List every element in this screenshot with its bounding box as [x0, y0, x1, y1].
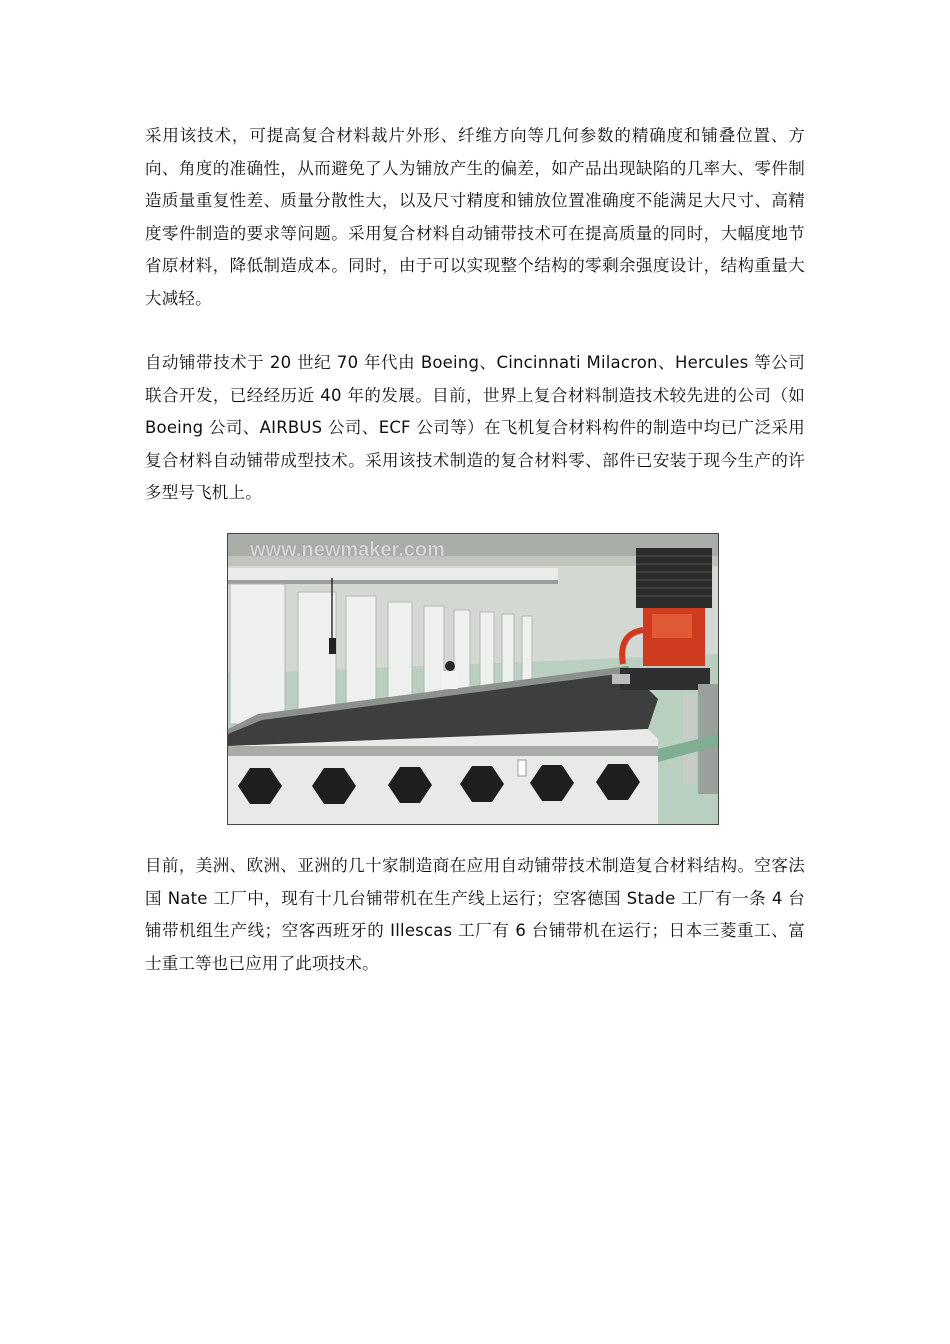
paragraph-history: 自动铺带技术于 20 世纪 70 年代由 Boeing、Cincinnati Milacron、Hercules 等公司联合开发，已经经历近 40 年的发展。目前，世界上复合材料制造技术较先进的公司（如 Boeing 公司、AIRBUS 公司、ECF 公司等）在飞机复合材料构件的制造中均已广泛采用复合材料自动铺带成型技术。采用该技术制造的复合材料零、部件已安装于现今生产的许多型号飞机上。	[145, 353, 805, 502]
paragraph-benefits: 采用该技术，可提高复合材料裁片外形、纤维方向等几何参数的精确度和铺叠位置、方向、角度的准确性，从而避免了人为铺放产生的偏差，如产品出现缺陷的几率大、零件制造质量重复性差、质量分散性大，以及尺寸精度和铺放位置准确度不能满足大尺寸、高精度零件制造的要求等问题。采用复合材料自动铺带技术可在提高质量的同时，大幅度地节省原材料，降低制造成本。同时，由于可以实现整个结构的零剩余强度设计，结构重量大大减轻。	[145, 126, 805, 308]
tape-laying-machine-photo	[227, 533, 719, 825]
paragraph-manufacturers: 目前，美洲、欧洲、亚洲的几十家制造商在应用自动铺带技术制造复合材料结构。空客法国 Nate 工厂中，现有十几台铺带机在生产线上运行；空客德国 Stade 工厂有一条 4 台铺带机组生产线；空客西班牙的 Illescas 工厂有 6 台铺带机在运行；日本三菱重工、富士重工等也已应用了此项技术。	[145, 856, 805, 973]
photo-watermark: www.newmaker.com	[250, 539, 445, 561]
photo-illustration	[228, 534, 718, 824]
